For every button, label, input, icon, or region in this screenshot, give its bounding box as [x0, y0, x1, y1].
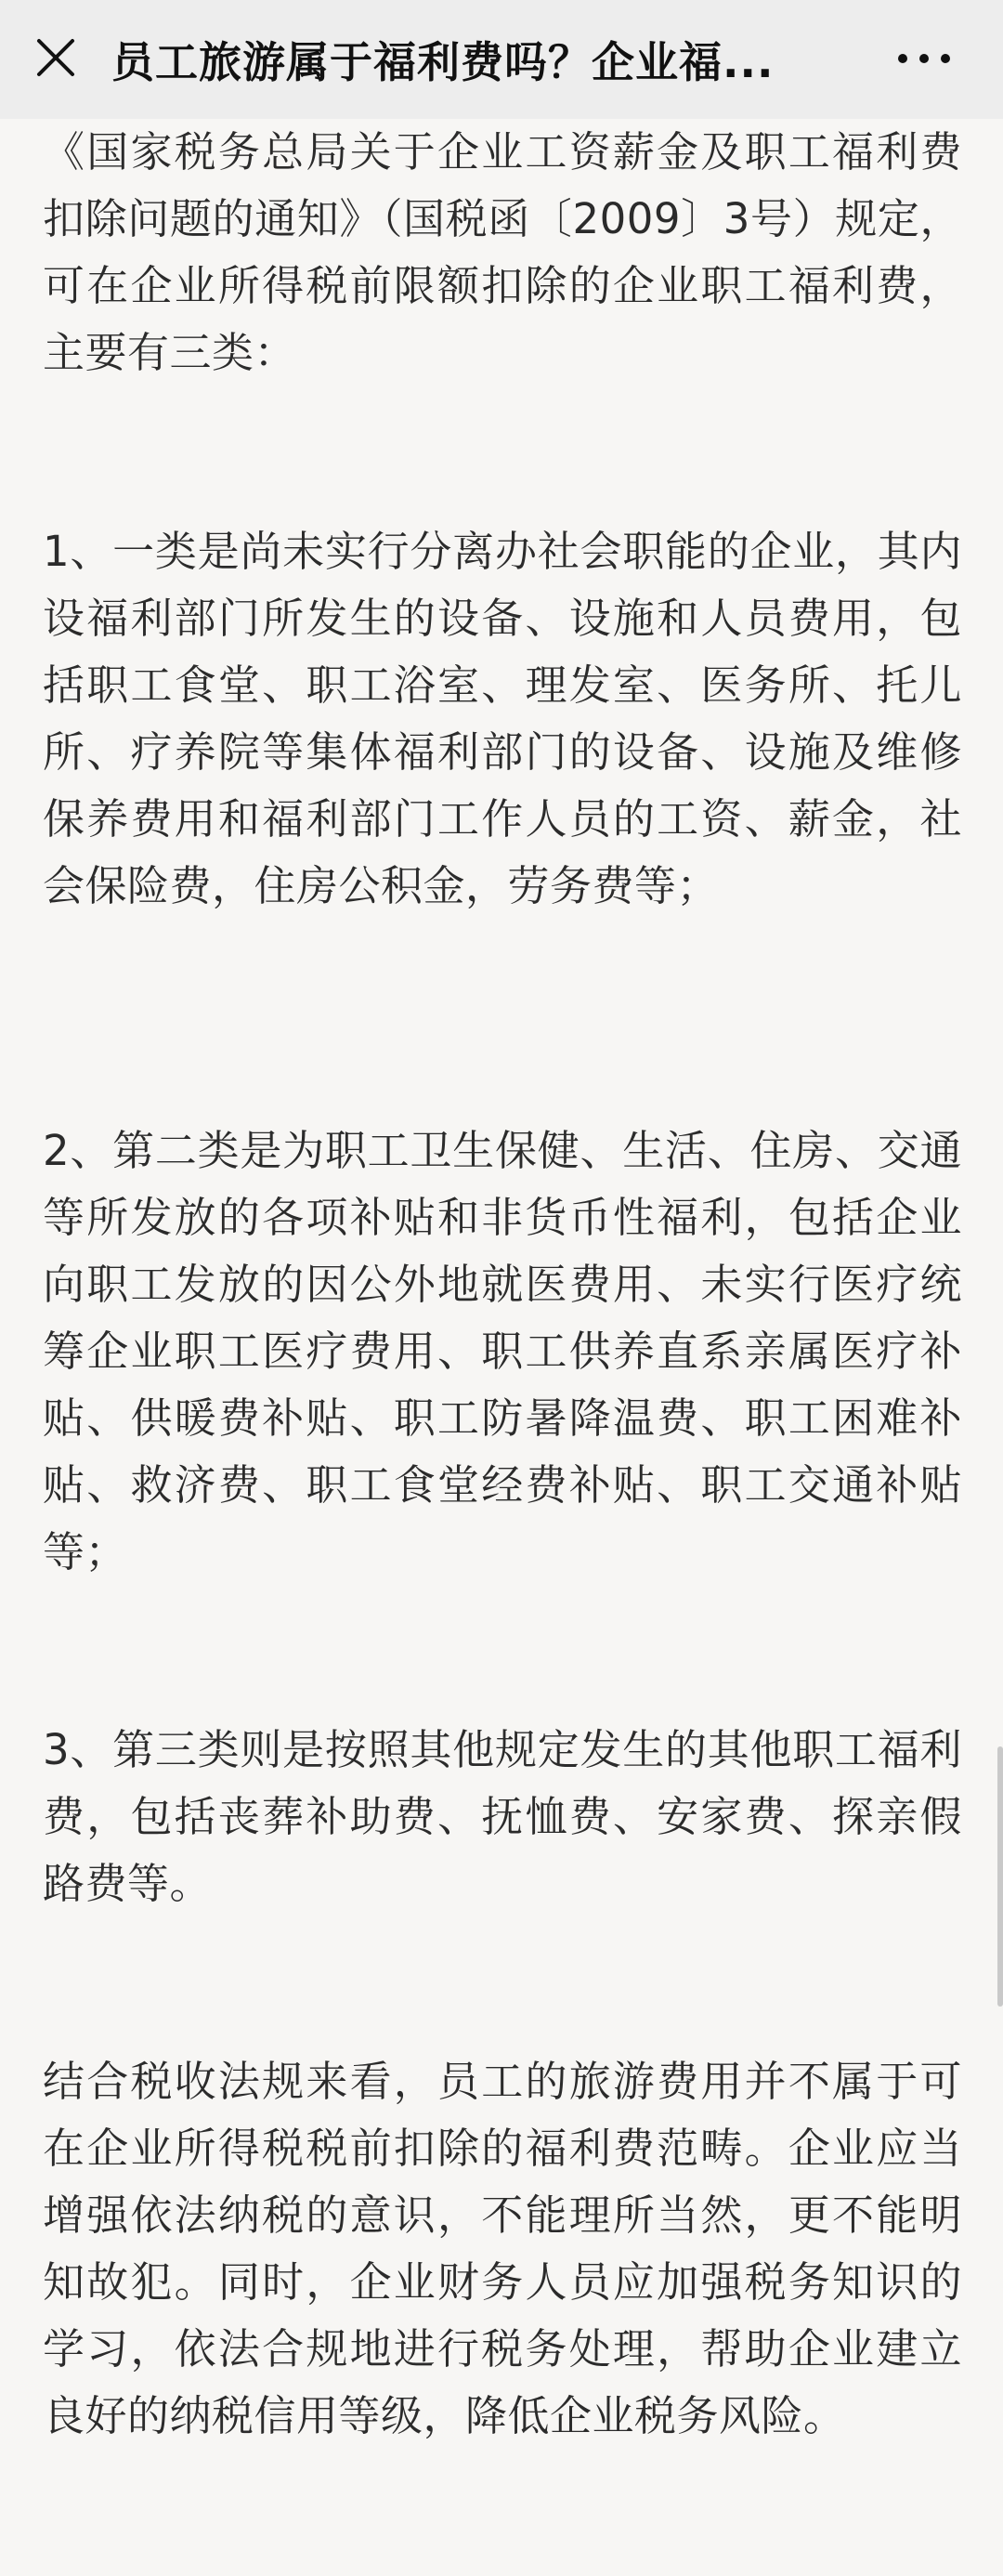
close-button[interactable]: [0, 0, 111, 119]
page-title: 员工旅游属于福利费吗？企业福...: [111, 37, 775, 87]
article-paragraph-conclusion: 结合税收法规来看，员工的旅游费用并不属于可在企业所得税税前扣除的福利费范畴。企业应当增强依法纳税的意识，不能理所当然，更不能明知故犯。同时，企业财务人员应加强税务知识的学习，依法合规地进行税务处理，帮助企业建立良好的纳税信用等级，降低企业税务风险。: [43, 2057, 962, 2440]
more-options-button[interactable]: [845, 0, 1003, 119]
more-dots-icon: [896, 51, 952, 69]
close-icon: [35, 37, 76, 82]
article-paragraph-category-3: 3、第三类则是按照其他规定发生的其他职工福利费，包括丧葬补助费、抚恤费、安家费、探亲假路费等。: [43, 1725, 962, 1908]
scrollbar[interactable]: [997, 1746, 1003, 2007]
article-paragraph-intro: 《国家税务总局关于企业工资薪金及职工福利费扣除问题的通知》（国税函〔2009〕3号）规定，可在企业所得税前限额扣除的企业职工福利费，主要有三类：: [43, 127, 962, 377]
article-paragraph-category-1: 1、一类是尚未实行分离办社会职能的企业，其内设福利部门所发生的设备、设施和人员费用，包括职工食堂、职工浴室、理发室、医务所、托儿所、疗养院等集体福利部门的设备、设施及维修保养费用和福利部门工作人员的工资、薪金，社会保险费，住房公积金，劳务费等；: [43, 527, 962, 910]
article-paragraph-category-2: 2、第二类是为职工卫生保健、生活、住房、交通等所发放的各项补贴和非货币性福利，包括企业向职工发放的因公外地就医费用、未实行医疗统筹企业职工医疗费用、职工供养直系亲属医疗补贴、供暖费补贴、职工防暑降温费、职工困难补贴、救济费、职工食堂经费补贴、职工交通补贴等；: [43, 1126, 962, 1576]
top-navigation-bar: [0, 0, 1003, 119]
